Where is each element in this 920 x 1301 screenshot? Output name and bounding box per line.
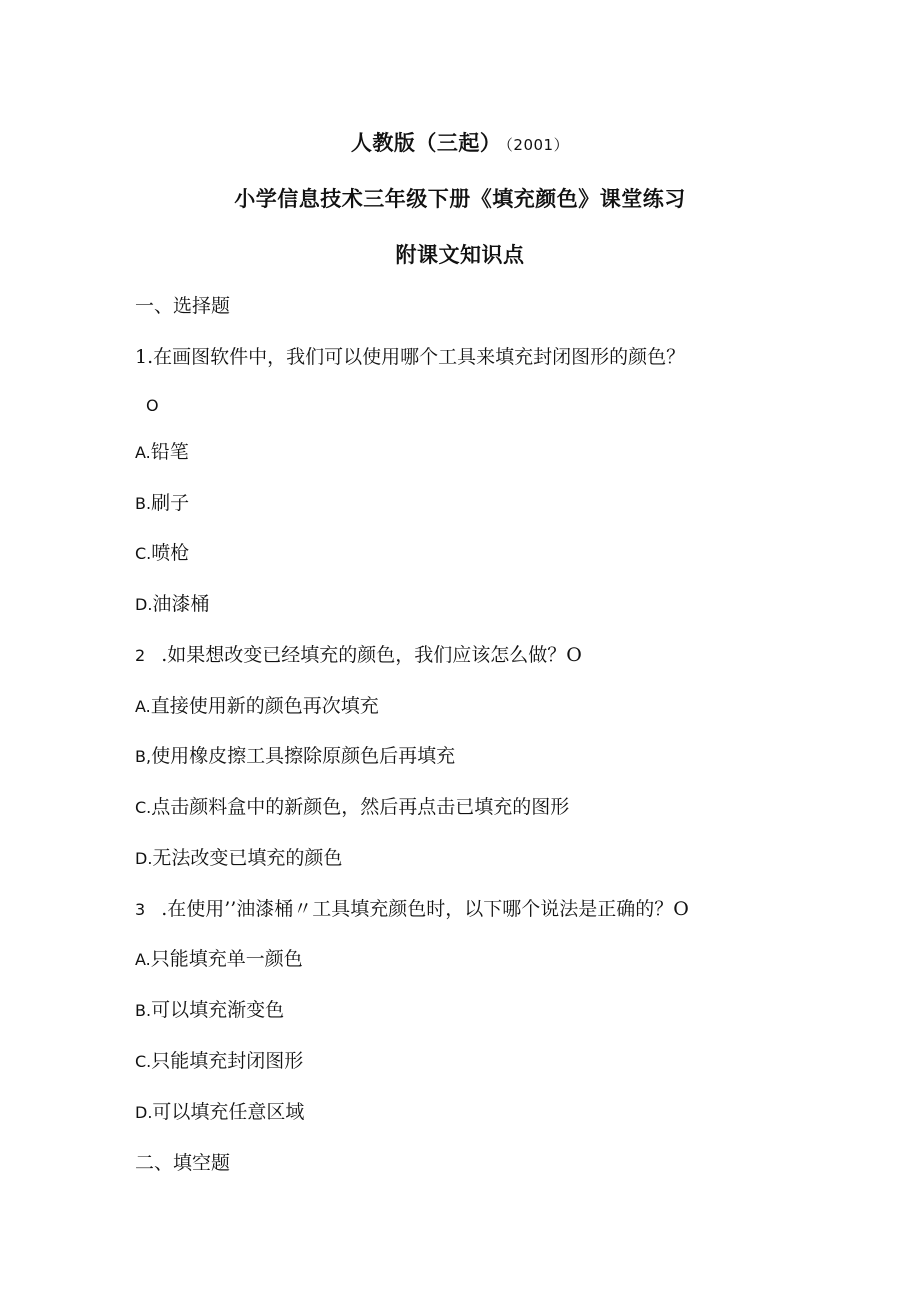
question-1-blank: O xyxy=(146,396,159,415)
question-1-text: 1.在画图软件中，我们可以使用哪个工具来填充封闭图形的颜色？ xyxy=(135,346,686,368)
title-year: （2001） xyxy=(505,136,570,154)
q1-option-d: D.油漆桶 xyxy=(135,593,210,615)
document-subtitle-2: 附课文知识点 xyxy=(395,243,525,267)
q2-option-c: C.点击颜料盒中的新颜色，然后再点击已填充的图形 xyxy=(135,796,570,818)
q1-option-b: B.刷子 xyxy=(135,492,190,514)
section-heading-choice: 一、选择题 xyxy=(135,295,231,317)
document-subtitle: 小学信息技术三年级下册《填充颜色》课堂练习 xyxy=(234,187,686,211)
q3-option-d: D.可以填充任意区域 xyxy=(135,1101,305,1123)
q2-option-a: A.直接使用新的颜色再次填充 xyxy=(135,695,379,717)
question-2-text: 2 .如果想改变已经填充的颜色，我们应该怎么做？O xyxy=(135,644,582,666)
document-title xyxy=(0,127,920,157)
question-3-text: 3 .在使用’’油漆桶〃工具填充颜色时，以下哪个说法是正确的？O xyxy=(135,898,689,920)
q1-option-a: A.铅笔 xyxy=(135,441,189,463)
q1-option-c: C.喷枪 xyxy=(135,542,190,564)
q3-option-c: C.只能填充封闭图形 xyxy=(135,1050,304,1072)
q2-option-b: B,使用橡皮擦工具擦除原颜色后再填充 xyxy=(135,745,456,767)
q3-option-b: B.可以填充渐变色 xyxy=(135,999,285,1021)
title-main: 人教版（三起） xyxy=(350,131,502,155)
section-heading-fill-blank: 二、填空题 xyxy=(135,1152,231,1174)
q3-option-a: A.只能填充单一颜色 xyxy=(135,948,303,970)
q2-option-d: D.无法改变已填充的颜色 xyxy=(135,847,343,869)
